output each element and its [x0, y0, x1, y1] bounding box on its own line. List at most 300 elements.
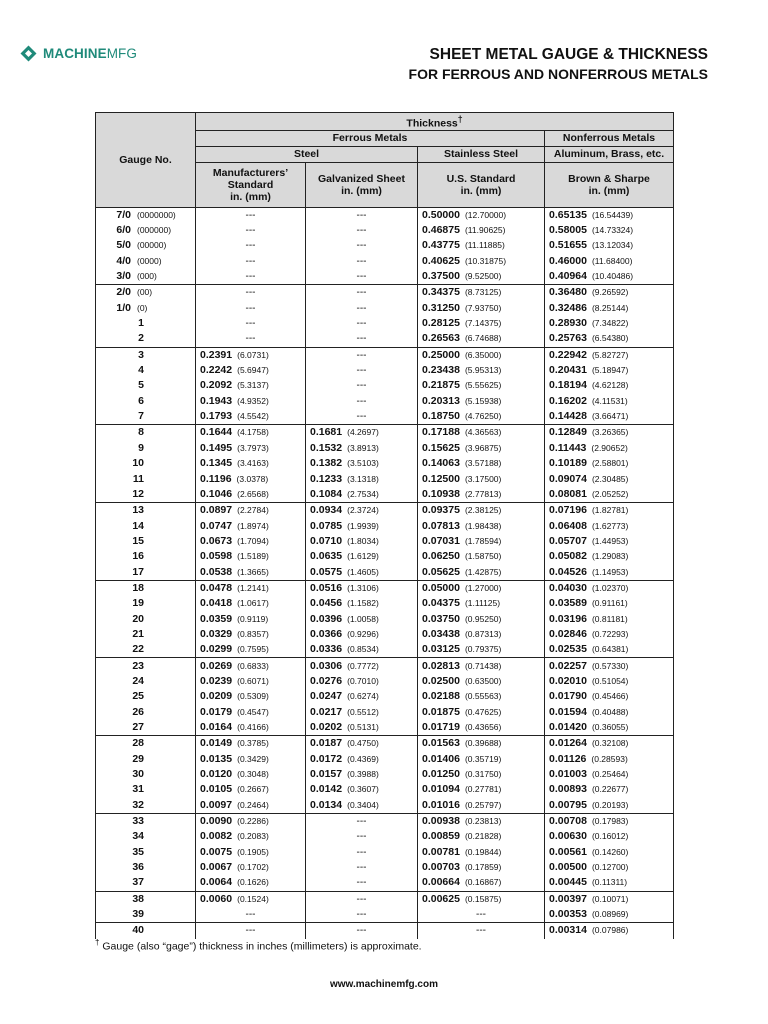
thickness-inches: 0.05000: [422, 581, 460, 594]
gauge-no-header: Gauge No.: [96, 113, 196, 208]
thickness-mm: (0.16012): [591, 831, 629, 842]
table-row: [96, 813, 674, 829]
gauge-cell: [96, 875, 196, 891]
thickness-inches: 0.40964: [549, 270, 587, 283]
gauge-number: 5/0: [116, 239, 131, 252]
gauge-number: 18: [132, 581, 144, 594]
thickness-mm: (7.34822): [591, 318, 629, 329]
thickness-mm: (0.8357): [237, 628, 269, 639]
thickness-mm: (2.58801): [591, 458, 629, 469]
table-row: [96, 875, 674, 891]
gauge-alt: (0): [137, 302, 148, 313]
mfr-standard-cell: [196, 705, 306, 720]
us-standard-cell: [418, 549, 545, 564]
thickness-mm: (0.2667): [237, 784, 269, 795]
gauge-cell: [96, 580, 196, 596]
galvanized-cell: ---: [306, 907, 418, 923]
thickness-inches: 0.07196: [549, 504, 587, 517]
brown-sharpe-cell: [545, 471, 674, 486]
thickness-inches: 0.21875: [422, 379, 460, 392]
thickness-inches: 0.0516: [310, 581, 343, 594]
table-row: [96, 363, 674, 378]
thickness-inches: 0.22942: [549, 348, 587, 361]
thickness-mm: (1.1582): [347, 598, 379, 609]
brown-sharpe-cell: [545, 518, 674, 533]
thickness-inches: 0.18750: [422, 410, 460, 423]
thickness-inches: 0.0149: [200, 737, 233, 750]
thickness-mm: (0.28593): [591, 753, 628, 764]
mfr-standard-cell: [196, 689, 306, 704]
thickness-mm: (0.72293): [591, 628, 629, 639]
mfr-standard-cell: [196, 456, 306, 471]
thickness-mm: (1.8974): [237, 520, 269, 531]
gauge-number: 7/0: [116, 208, 131, 221]
table-row: [96, 347, 674, 363]
gauge-number: 12: [132, 487, 144, 500]
thickness-inches: 0.0598: [200, 550, 233, 563]
gauge-cell: [96, 394, 196, 409]
thickness-inches: 0.00859: [422, 830, 460, 843]
galvanized-cell: ---: [306, 254, 418, 269]
thickness-inches: 0.03589: [549, 597, 587, 610]
us-standard-cell: [418, 798, 545, 814]
table-row: [96, 487, 674, 503]
gauge-number: 19: [132, 597, 144, 610]
galvanized-cell: ---: [306, 378, 418, 393]
table-row: [96, 534, 674, 549]
thickness-mm: (1.78594): [464, 535, 502, 546]
thickness-inches: 0.0217: [310, 705, 343, 718]
us-standard-cell: [418, 752, 545, 767]
thickness-mm: (1.3665): [237, 566, 269, 577]
thickness-inches: 0.06250: [422, 550, 460, 563]
table-row: [96, 409, 674, 425]
mfr-standard-cell: [196, 813, 306, 829]
us-standard-cell: ---: [418, 923, 545, 939]
gauge-number: 1: [138, 317, 144, 330]
thickness-mm: (2.38125): [464, 505, 502, 516]
gauge-alt: (00): [137, 287, 153, 298]
galvanized-cell: [306, 611, 418, 626]
thickness-inches: 0.25000: [422, 348, 460, 361]
thickness-mm: (0.27781): [464, 784, 502, 795]
gauge-cell: [96, 441, 196, 456]
thickness-inches: 0.0142: [310, 783, 343, 796]
mfr-standard-cell: ---: [196, 254, 306, 269]
gauge-number: 17: [132, 565, 144, 578]
table-row: [96, 207, 674, 223]
mfr-standard-cell: [196, 549, 306, 564]
table-row: [96, 891, 674, 907]
mfr-standard-cell: [196, 503, 306, 519]
us-standard-cell: [418, 238, 545, 253]
gauge-number: 34: [132, 830, 144, 843]
us-standard-cell: [418, 845, 545, 860]
thickness-inches: 0.00938: [422, 815, 460, 828]
gauge-cell: [96, 301, 196, 316]
gauge-number: 6/0: [116, 224, 131, 237]
thickness-inches: 0.01126: [549, 752, 587, 765]
us-standard-cell: [418, 767, 545, 782]
thickness-inches: 0.1382: [310, 457, 343, 470]
brown-sharpe-cell: [545, 394, 674, 409]
brown-sharpe-header: Brown & Sharpe in. (mm): [545, 162, 674, 207]
thickness-mm: (5.82727): [591, 349, 629, 360]
us-standard-cell: [418, 674, 545, 689]
thickness-inches: 0.07813: [422, 519, 460, 532]
thickness-mm: (9.26592): [591, 287, 629, 298]
thickness-mm: (2.05252): [591, 488, 629, 499]
thickness-inches: 0.14428: [549, 410, 587, 423]
thickness-mm: (6.35000): [464, 349, 502, 360]
thickness-mm: (0.5512): [347, 706, 379, 717]
galvanized-cell: ---: [306, 394, 418, 409]
galvanized-cell: [306, 564, 418, 580]
brown-sharpe-cell: [545, 891, 674, 907]
us-standard-cell: [418, 456, 545, 471]
thickness-inches: 0.12500: [422, 472, 460, 485]
thickness-inches: 0.01719: [422, 721, 460, 734]
gauge-number: 26: [132, 705, 144, 718]
brown-sharpe-cell: [545, 689, 674, 704]
thickness-inches: 0.01875: [422, 705, 460, 718]
thickness-inches: 0.00630: [549, 830, 587, 843]
gauge-cell: [96, 767, 196, 782]
galvanized-cell: [306, 518, 418, 533]
table-row: [96, 845, 674, 860]
gauge-cell: [96, 238, 196, 253]
mfr-standard-cell: [196, 845, 306, 860]
thickness-inches: 0.01790: [549, 690, 587, 703]
thickness-inches: 0.03125: [422, 643, 460, 656]
thickness-inches: 0.0179: [200, 705, 233, 718]
galvanized-cell: ---: [306, 845, 418, 860]
thickness-mm: (0.91161): [591, 598, 628, 609]
brown-sharpe-cell: [545, 860, 674, 875]
thickness-mm: (0.7010): [347, 675, 379, 686]
thickness-inches: 0.31250: [422, 301, 460, 314]
thickness-inches: 0.14063: [422, 457, 460, 470]
page-title: SHEET METAL GAUGE & THICKNESS: [429, 46, 708, 63]
brown-sharpe-cell: [545, 627, 674, 642]
table-row: [96, 471, 674, 486]
galvanized-cell: ---: [306, 207, 418, 223]
thickness-mm: (0.81181): [591, 613, 628, 624]
thickness-mm: (3.8913): [347, 442, 379, 453]
thickness-mm: (1.82781): [591, 505, 629, 516]
brown-sharpe-cell: [545, 301, 674, 316]
brown-sharpe-cell: [545, 782, 674, 797]
galvanized-cell: [306, 549, 418, 564]
thickness-mm: (0.51054): [591, 675, 629, 686]
thickness-inches: 0.46000: [549, 254, 587, 267]
thickness-inches: 0.0157: [310, 768, 343, 781]
mfr-standard-cell: ---: [196, 316, 306, 331]
thickness-mm: (0.9119): [237, 613, 269, 624]
table-row: [96, 285, 674, 301]
brand-logo[interactable]: [20, 43, 137, 63]
gauge-table: [95, 112, 674, 939]
thickness-inches: 0.03750: [422, 612, 460, 625]
aluminum-header: Aluminum, Brass, etc.: [545, 146, 674, 162]
thickness-mm: (0.3785): [237, 738, 269, 749]
brown-sharpe-cell: [545, 347, 674, 363]
us-standard-cell: [418, 534, 545, 549]
thickness-mm: (1.0617): [237, 598, 269, 609]
thickness-inches: 0.0359: [200, 612, 233, 625]
brown-sharpe-cell: [545, 580, 674, 596]
thickness-mm: (14.73324): [591, 225, 634, 236]
us-standard-cell: [418, 316, 545, 331]
thickness-mm: (0.2464): [237, 799, 269, 810]
us-standard-cell: [418, 689, 545, 704]
gauge-number: 6: [138, 394, 144, 407]
thickness-inches: 0.0172: [310, 752, 343, 765]
thickness-mm: (1.11125): [464, 598, 501, 609]
thickness-mm: (4.1758): [237, 427, 269, 438]
thickness-mm: (0.16867): [464, 877, 502, 888]
mfr-standard-header: Manufacturers’ Standard in. (mm): [196, 162, 306, 207]
gauge-cell: [96, 860, 196, 875]
galvanized-cell: ---: [306, 875, 418, 891]
mfr-standard-cell: [196, 611, 306, 626]
galvanized-cell: [306, 471, 418, 486]
gauge-number: 3: [138, 348, 144, 361]
thickness-inches: 0.0897: [200, 504, 233, 517]
brown-sharpe-cell: [545, 223, 674, 238]
us-standard-cell: [418, 441, 545, 456]
mfr-standard-cell: ---: [196, 923, 306, 939]
steel-header: Steel: [196, 146, 418, 162]
mfr-standard-cell: [196, 736, 306, 752]
thickness-mm: (1.3106): [347, 582, 379, 593]
thickness-mm: (5.55625): [464, 380, 502, 391]
thickness-mm: (0.07986): [591, 925, 629, 936]
us-standard-cell: [418, 223, 545, 238]
thickness-mm: (1.7094): [237, 535, 269, 546]
thickness-mm: (0.6833): [237, 660, 269, 671]
gauge-number: 8: [138, 426, 144, 439]
thickness-mm: (10.31875): [464, 255, 507, 266]
table-row: [96, 767, 674, 782]
thickness-mm: (0.19844): [464, 846, 502, 857]
thickness-inches: 0.05082: [549, 550, 587, 563]
thickness-inches: 0.0418: [200, 597, 233, 610]
galvanized-cell: ---: [306, 301, 418, 316]
us-standard-cell: [418, 580, 545, 596]
us-standard-cell: [418, 285, 545, 301]
thickness-inches: 0.00397: [549, 892, 587, 905]
thickness-mm: (6.74688): [464, 333, 502, 344]
gauge-cell: [96, 503, 196, 519]
thickness-inches: 0.01094: [422, 783, 460, 796]
mfr-standard-cell: [196, 642, 306, 658]
thickness-inches: 0.02257: [549, 659, 587, 672]
gauge-number: 36: [132, 861, 144, 874]
thickness-mm: (3.4163): [237, 458, 269, 469]
thickness-inches: 0.0934: [310, 504, 343, 517]
mfr-standard-cell: [196, 580, 306, 596]
thickness-mm: (0.23813): [464, 816, 502, 827]
gauge-cell: [96, 642, 196, 658]
thickness-mm: (0.31750): [464, 769, 502, 780]
thickness-inches: 0.0329: [200, 627, 233, 640]
thickness-inches: 0.00561: [549, 845, 587, 858]
table-row: [96, 596, 674, 611]
thickness-mm: (11.11885): [464, 240, 505, 251]
gauge-cell: [96, 658, 196, 674]
thickness-inches: 0.0082: [200, 830, 233, 843]
thickness-inches: 0.28930: [549, 317, 587, 330]
brown-sharpe-cell: [545, 254, 674, 269]
mfr-standard-cell: [196, 394, 306, 409]
table-row: [96, 441, 674, 456]
thickness-mm: (1.58750): [464, 551, 502, 562]
thickness-inches: 0.01563: [422, 737, 460, 750]
thickness-inches: 0.01594: [549, 705, 587, 718]
gauge-cell: [96, 549, 196, 564]
galvanized-cell: ---: [306, 829, 418, 844]
gauge-cell: [96, 564, 196, 580]
thickness-inches: 0.0336: [310, 643, 343, 656]
thickness-inches: 0.1345: [200, 457, 233, 470]
gauge-cell: [96, 269, 196, 285]
thickness-mm: (0.63500): [464, 675, 502, 686]
thickness-inches: 0.0090: [200, 815, 233, 828]
gauge-cell: [96, 596, 196, 611]
thickness-inches: 0.00625: [422, 892, 460, 905]
galvanized-cell: ---: [306, 223, 418, 238]
table-row: [96, 752, 674, 767]
table-row: [96, 798, 674, 814]
table-row: [96, 301, 674, 316]
thickness-inches: 0.0478: [200, 581, 233, 594]
thickness-inches: 0.34375: [422, 286, 460, 299]
gauge-number: 11: [132, 472, 144, 485]
thickness-inches: 0.28125: [422, 317, 460, 330]
table-row: [96, 689, 674, 704]
thickness-inches: 0.0299: [200, 643, 233, 656]
gauge-cell: [96, 363, 196, 378]
thickness-mm: (1.0058): [347, 613, 379, 624]
thickness-inches: 0.02813: [422, 659, 460, 672]
table-row: [96, 316, 674, 331]
thickness-inches: 0.17188: [422, 426, 460, 439]
thickness-inches: 0.0134: [310, 798, 343, 811]
mfr-standard-cell: [196, 471, 306, 486]
us-standard-cell: [418, 627, 545, 642]
table-row: [96, 549, 674, 564]
thickness-inches: 0.1793: [200, 410, 233, 423]
mfr-standard-cell: [196, 674, 306, 689]
thickness-mm: (0.3988): [347, 769, 379, 780]
gauge-number: 15: [132, 534, 144, 547]
thickness-mm: (0.2083): [237, 831, 269, 842]
galvanized-cell: [306, 487, 418, 503]
thickness-inches: 0.03438: [422, 627, 460, 640]
mfr-standard-cell: ---: [196, 223, 306, 238]
mfr-standard-cell: [196, 798, 306, 814]
gauge-number: 28: [132, 737, 144, 750]
thickness-inches: 0.04375: [422, 597, 460, 610]
thickness-mm: (0.3607): [347, 784, 379, 795]
brown-sharpe-cell: [545, 798, 674, 814]
footnote: † Gauge (also “gage”) thickness in inches (millimeters) is approximate.: [95, 938, 422, 953]
brown-sharpe-cell: [545, 736, 674, 752]
us-standard-cell: [418, 564, 545, 580]
thickness-mm: (0.21828): [464, 831, 502, 842]
gauge-alt: (0000): [137, 255, 162, 266]
galvanized-cell: [306, 736, 418, 752]
thickness-mm: (0.2286): [237, 816, 269, 827]
brown-sharpe-cell: [545, 907, 674, 923]
gauge-number: 32: [132, 798, 144, 811]
thickness-inches: 0.0306: [310, 659, 343, 672]
thickness-inches: 0.04030: [549, 581, 587, 594]
brown-sharpe-cell: [545, 720, 674, 736]
gauge-number: 40: [132, 924, 144, 937]
gauge-alt: (000000): [137, 225, 172, 236]
table-row: [96, 627, 674, 642]
thickness-mm: (0.35719): [464, 753, 502, 764]
thickness-inches: 0.00664: [422, 876, 460, 889]
thickness-mm: (0.39688): [464, 738, 502, 749]
brown-sharpe-cell: [545, 658, 674, 674]
thickness-mm: (0.57330): [591, 660, 629, 671]
thickness-inches: 0.00893: [549, 783, 587, 796]
brown-sharpe-cell: [545, 238, 674, 253]
gauge-cell: [96, 829, 196, 844]
thickness-mm: (6.54380): [591, 333, 629, 344]
thickness-mm: (1.42875): [464, 566, 502, 577]
thickness-mm: (5.15938): [464, 395, 502, 406]
us-standard-cell: [418, 378, 545, 393]
galvanized-cell: [306, 674, 418, 689]
gauge-number: 22: [132, 643, 144, 656]
thickness-inches: 0.1233: [310, 472, 343, 485]
thickness-inches: 0.46875: [422, 224, 460, 237]
gauge-cell: [96, 487, 196, 503]
brown-sharpe-cell: [545, 845, 674, 860]
thickness-inches: 0.0456: [310, 597, 343, 610]
mfr-standard-cell: [196, 596, 306, 611]
thickness-mm: (1.27000): [464, 582, 502, 593]
table-row: [96, 674, 674, 689]
gauge-cell: [96, 331, 196, 347]
gauge-number: 1/0: [116, 301, 131, 314]
thickness-inches: 0.0575: [310, 565, 343, 578]
thickness-inches: 0.02188: [422, 690, 460, 703]
table-row: [96, 394, 674, 409]
thickness-mm: (2.30485): [591, 473, 629, 484]
gauge-number: 5: [138, 379, 144, 392]
thickness-mm: (7.14375): [464, 318, 502, 329]
thickness-mm: (0.22677): [591, 784, 629, 795]
us-standard-cell: [418, 720, 545, 736]
us-standard-cell: [418, 471, 545, 486]
us-standard-cell: [418, 891, 545, 907]
brown-sharpe-cell: [545, 923, 674, 939]
mfr-standard-cell: ---: [196, 285, 306, 301]
gauge-cell: [96, 285, 196, 301]
us-standard-cell: [418, 875, 545, 891]
gauge-cell: [96, 425, 196, 441]
thickness-mm: (11.68400): [591, 255, 633, 266]
thickness-inches: 0.02535: [549, 643, 587, 656]
thickness-mm: (0.43656): [464, 722, 502, 733]
website-link[interactable]: www.machinemfg.com: [330, 979, 438, 990]
thickness-inches: 0.10938: [422, 487, 460, 500]
